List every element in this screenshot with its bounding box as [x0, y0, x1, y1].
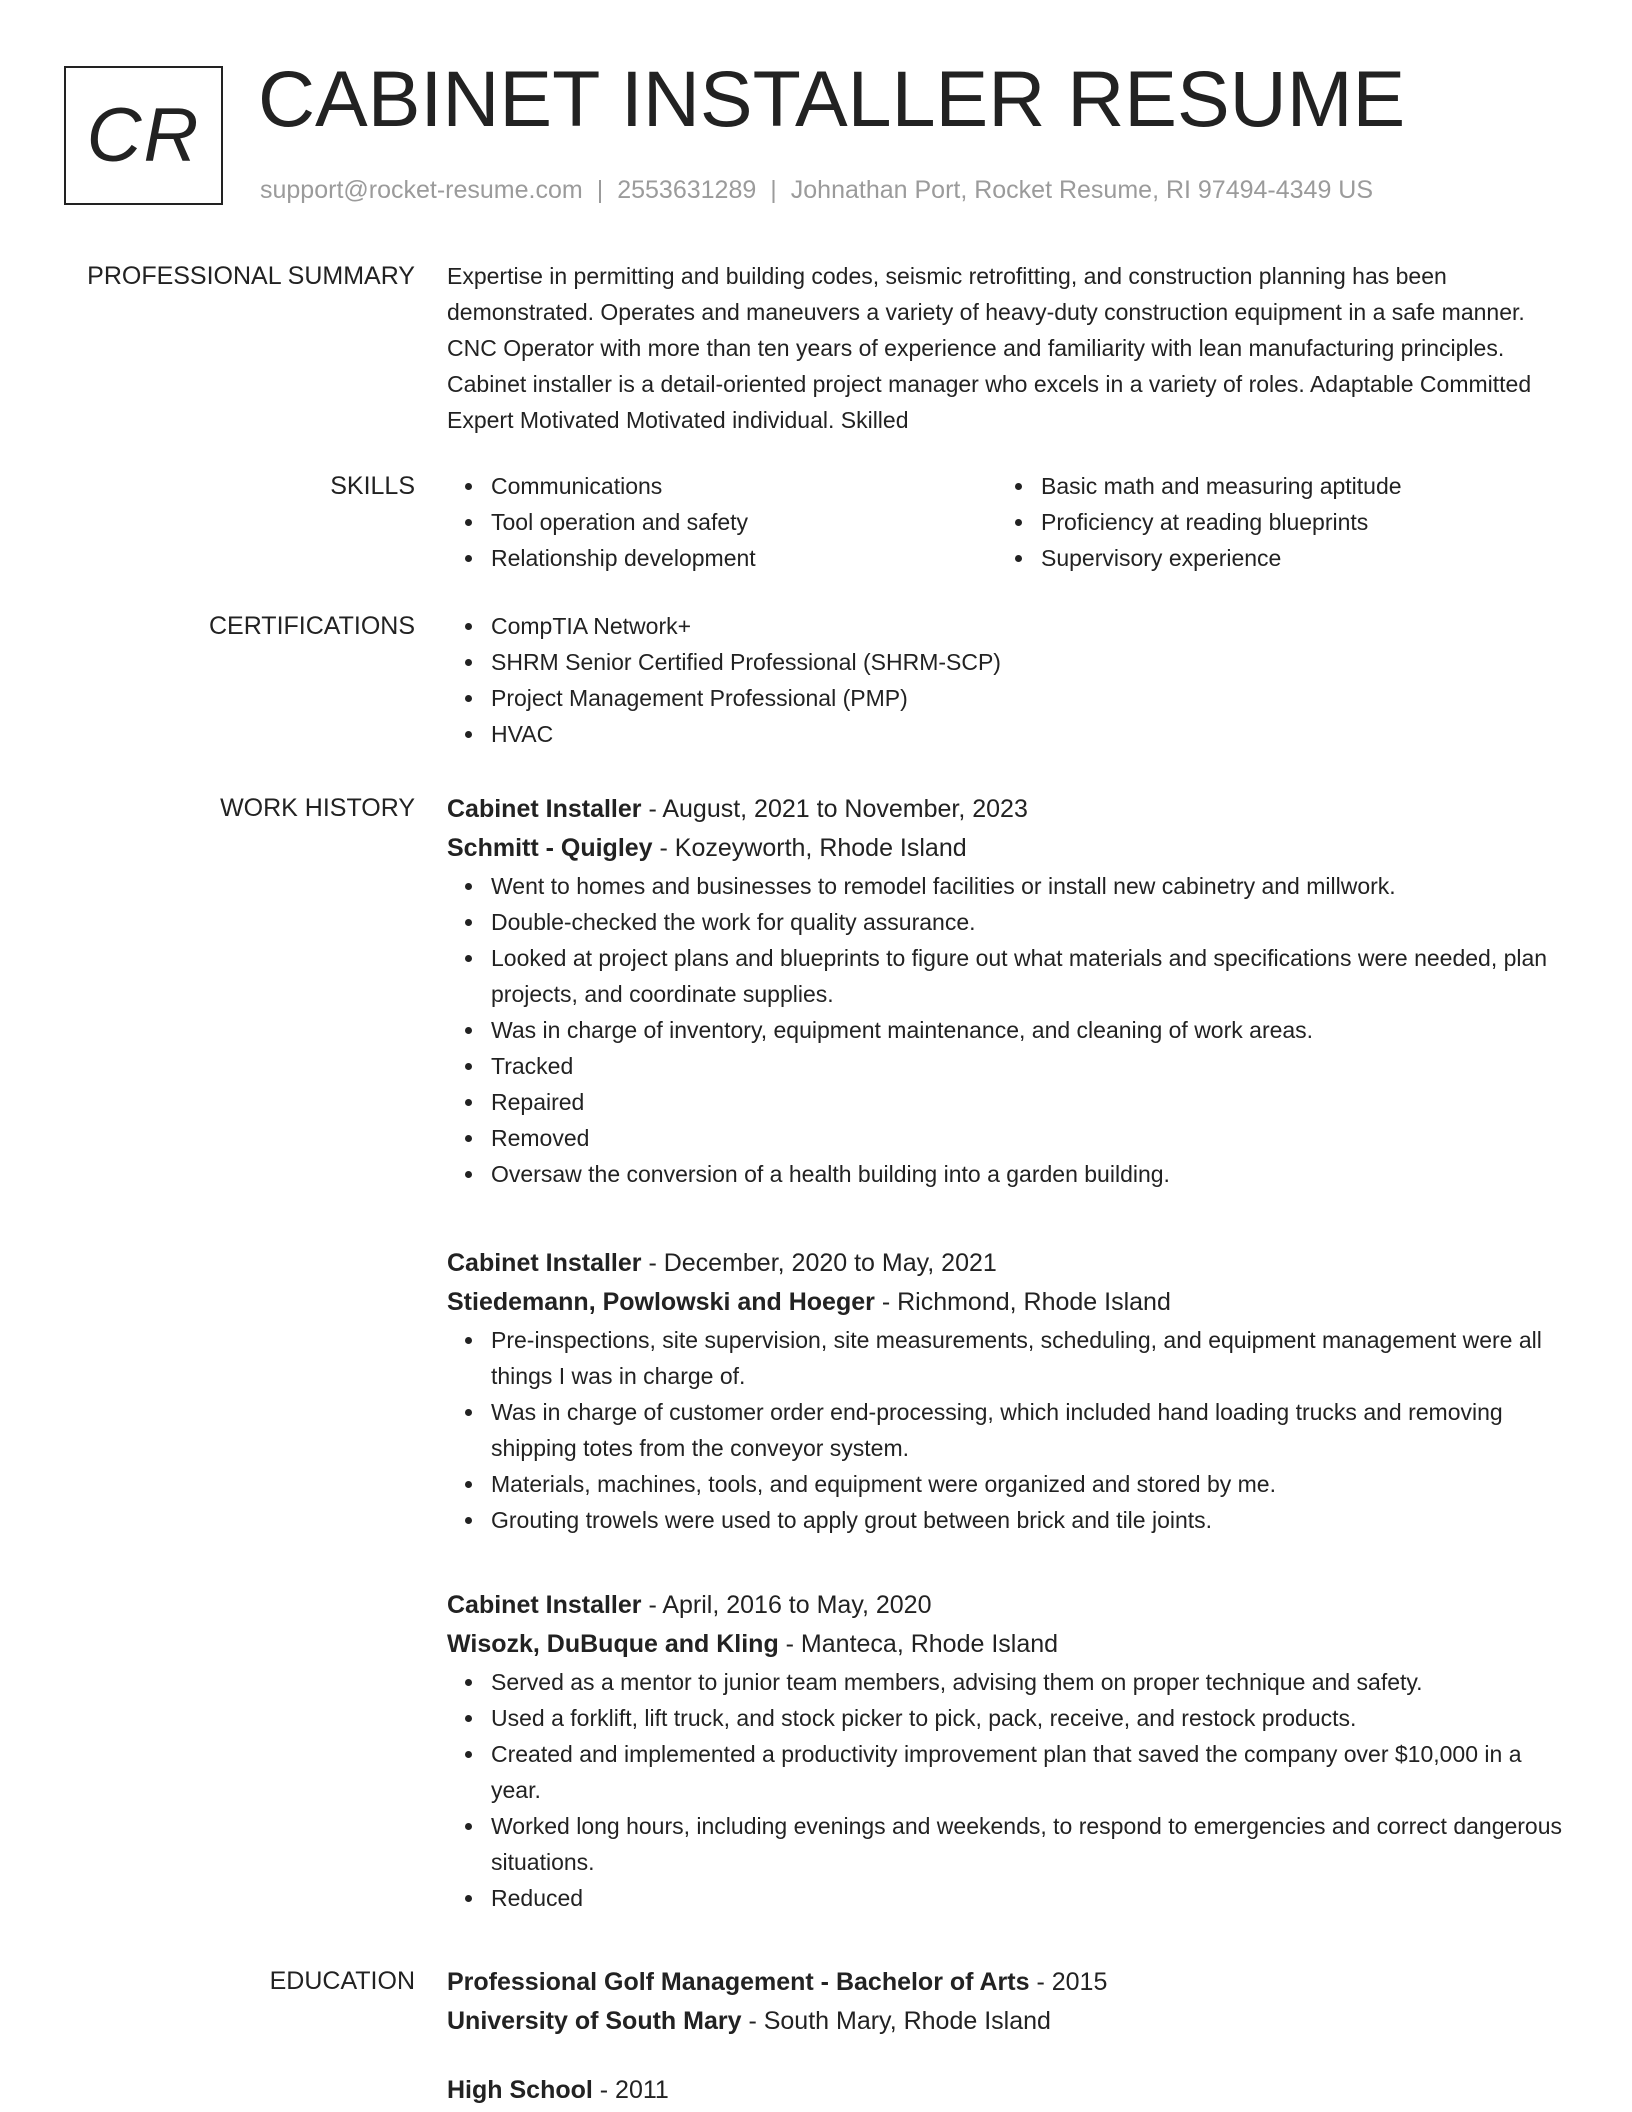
job-bullet: Used a forklift, lift truck, and stock picker to pick, pack, receive, and restock products.: [491, 1700, 1567, 1736]
education-degree: Professional Golf Management - Bachelor of Arts: [447, 1968, 1030, 1996]
job-dates: - December, 2020 to May, 2021: [641, 1249, 997, 1277]
skills-list-right: [997, 468, 1547, 576]
contact-phone[interactable]: 2553631289: [617, 176, 757, 204]
job-bullet: Reduced: [491, 1880, 1567, 1916]
skills-body: [447, 468, 1567, 576]
job-bullet: Created and implemented a productivity improvement plan that saved the company over $10,000 in a year.: [491, 1736, 1567, 1808]
certification-item: SHRM Senior Certified Professional (SHRM-SCP): [491, 644, 1567, 680]
certifications-list: [447, 608, 1567, 752]
certification-item: Project Management Professional (PMP): [491, 680, 1567, 716]
contact-address: Johnathan Port, Rocket Resume, RI 97494-4349 US: [790, 176, 1374, 204]
skill-item: Communications: [491, 468, 997, 504]
contact-separator: |: [596, 176, 604, 204]
job-bullet: Removed: [491, 1120, 1567, 1156]
job-bullet: Repaired: [491, 1084, 1567, 1120]
education-degree-line: [447, 1963, 1567, 2002]
education-degree: High School: [447, 2076, 593, 2104]
contact-line: [260, 176, 1373, 205]
job-company: Schmitt - Quigley: [447, 834, 653, 862]
job-title-line: [447, 1244, 1567, 1283]
job-location: - Kozeyworth, Rhode Island: [652, 834, 967, 862]
job-dates: - August, 2021 to November, 2023: [641, 795, 1028, 823]
education-location: - South Mary, Rhode Island: [741, 2007, 1051, 2035]
education-year: - 2015: [1029, 1968, 1108, 1996]
certifications-label: CERTIFICATIONS: [208, 612, 415, 640]
monogram-logo: CR: [64, 66, 223, 205]
job-bullet: Grouting trowels were used to apply grout between brick and tile joints.: [491, 1502, 1567, 1538]
certifications-body: [447, 608, 1567, 752]
job-entry: [447, 790, 1567, 1192]
job-location: - Richmond, Rhode Island: [874, 1288, 1171, 1316]
job-title: Cabinet Installer: [447, 1249, 642, 1277]
job-bullets: [447, 1322, 1567, 1538]
job-title: Cabinet Installer: [447, 1591, 642, 1619]
job-title: Cabinet Installer: [447, 795, 642, 823]
education-label: EDUCATION: [269, 1967, 415, 1995]
job-location: - Manteca, Rhode Island: [778, 1630, 1059, 1658]
job-bullet: Oversaw the conversion of a health building into a garden building.: [491, 1156, 1567, 1192]
job-bullet: Double-checked the work for quality assurance.: [491, 904, 1567, 940]
job-company-line: [447, 1283, 1567, 1322]
job-bullets: [447, 868, 1567, 1192]
job-bullet: Pre-inspections, site supervision, site measurements, scheduling, and equipment management were all things I was in charge of.: [491, 1322, 1567, 1394]
education-school-line: [447, 2002, 1567, 2041]
work-label: WORK HISTORY: [220, 794, 415, 822]
job-bullets: [447, 1664, 1567, 1916]
job-bullet: Worked long hours, including evenings and weekends, to respond to emergencies and correct dangerous situations.: [491, 1808, 1567, 1880]
education-body: [447, 1963, 1567, 2110]
certification-item: CompTIA Network+: [491, 608, 1567, 644]
education-degree-line: [447, 2071, 1567, 2110]
job-bullet: Tracked: [491, 1048, 1567, 1084]
job-bullet: Materials, machines, tools, and equipment were organized and stored by me.: [491, 1466, 1567, 1502]
job-entry: [447, 1244, 1567, 1538]
job-title-line: [447, 790, 1567, 829]
job-bullet: Was in charge of customer order end-processing, which included hand loading trucks and removing shipping totes from the conveyor system.: [491, 1394, 1567, 1466]
skill-item: Tool operation and safety: [491, 504, 997, 540]
education-school: University of South Mary: [447, 2007, 742, 2035]
job-bullet: Was in charge of inventory, equipment maintenance, and cleaning of work areas.: [491, 1012, 1567, 1048]
job-company: Wisozk, DuBuque and Kling: [447, 1630, 779, 1658]
skill-item: Proficiency at reading blueprints: [1041, 504, 1547, 540]
job-title-line: [447, 1586, 1567, 1625]
job-bullet: Went to homes and businesses to remodel facilities or install new cabinetry and millwork.: [491, 868, 1567, 904]
skill-item: Relationship development: [491, 540, 997, 576]
page-title: CABINET INSTALLER RESUME: [258, 54, 1406, 143]
education-year: - 2011: [592, 2076, 669, 2104]
job-entry: [447, 1586, 1567, 1916]
summary-text: Expertise in permitting and building codes, seismic retrofitting, and construction planning has been demonstrated. Operates and maneuvers a variety of heavy-duty construction equipment in a safe manner. CNC Operator with more than ten years of experience and familiarity with lean manufacturing principles. Cabinet installer is a detail-oriented project manager who excels in a variety of roles. Adaptable Committed Expert Motivated Motivated individual. Skilled: [447, 263, 1532, 433]
summary-label: PROFESSIONAL SUMMARY: [87, 262, 415, 290]
job-bullet: Served as a mentor to junior team members, advising them on proper technique and safety.: [491, 1664, 1567, 1700]
skill-item: Supervisory experience: [1041, 540, 1547, 576]
skills-list-left: [447, 468, 997, 576]
contact-separator: |: [770, 176, 777, 204]
summary-body: [447, 258, 1567, 438]
job-company: Stiedemann, Powlowski and Hoeger: [447, 1288, 875, 1316]
contact-email[interactable]: support@rocket-resume.com: [260, 176, 583, 204]
job-company-line: [447, 1625, 1567, 1664]
job-dates: - April, 2016 to May, 2020: [641, 1591, 932, 1619]
certification-item: HVAC: [491, 716, 1567, 752]
skills-label: SKILLS: [330, 472, 415, 500]
job-bullet: Looked at project plans and blueprints to figure out what materials and specifications were needed, plan projects, and coordinate supplies.: [491, 940, 1567, 1012]
skill-item: Basic math and measuring aptitude: [1041, 468, 1547, 504]
job-company-line: [447, 829, 1567, 868]
